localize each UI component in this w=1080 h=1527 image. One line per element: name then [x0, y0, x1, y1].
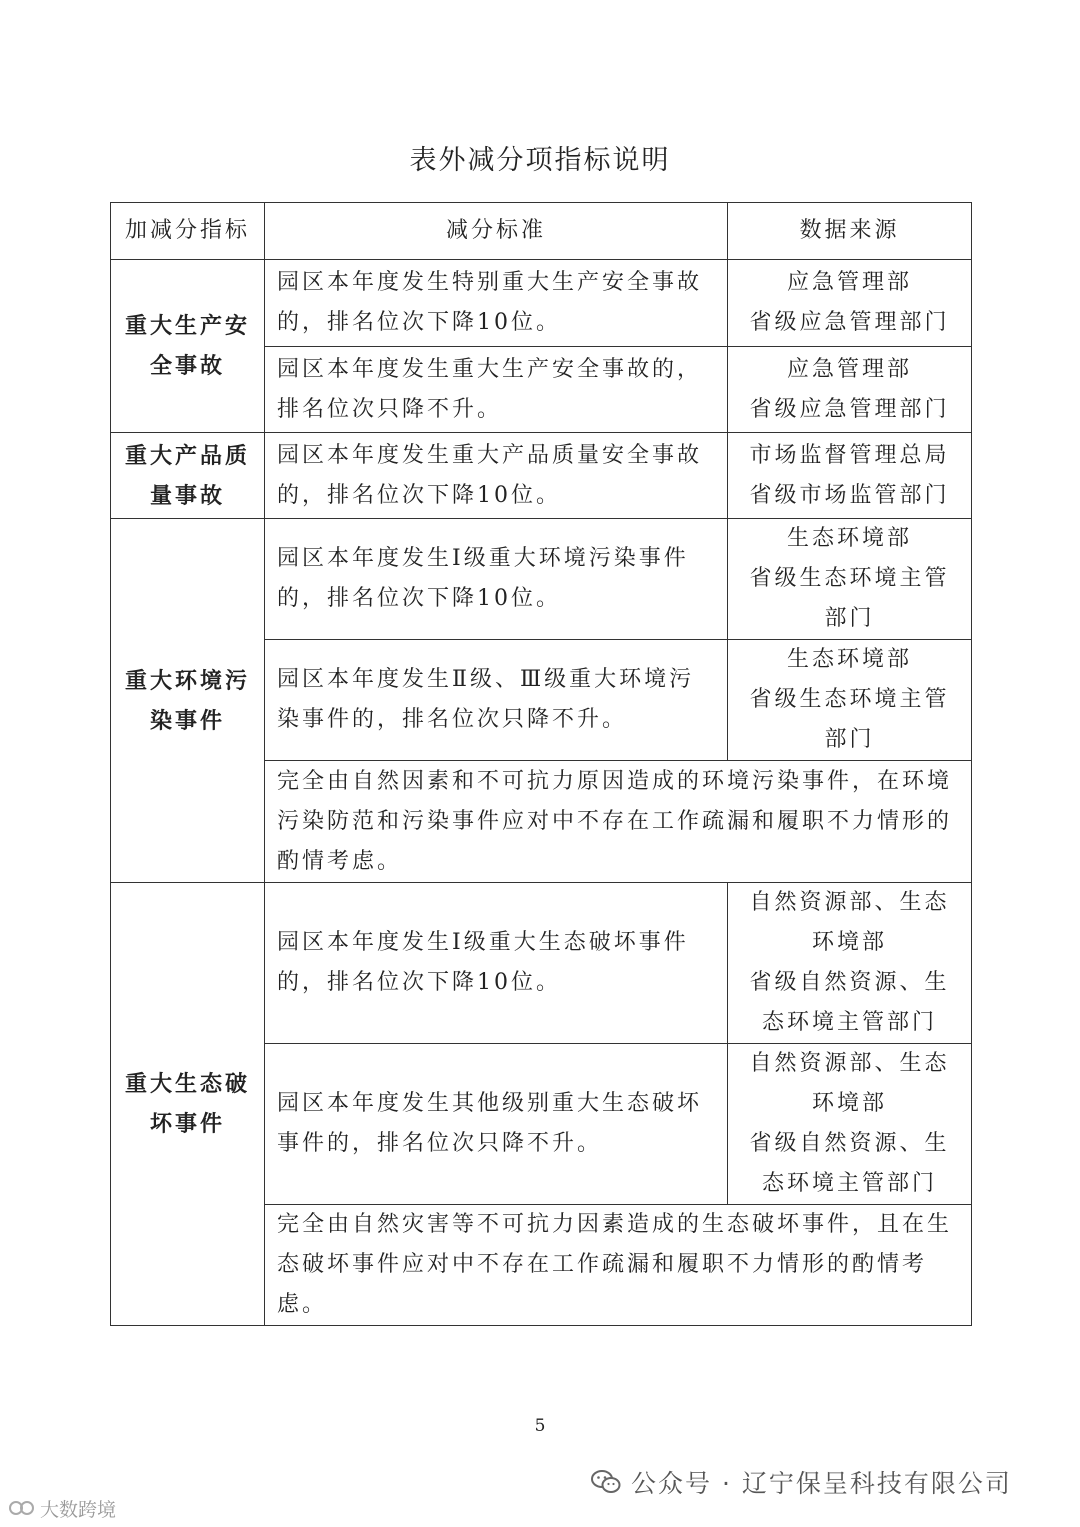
table-row	[111, 519, 972, 640]
criterion-cell: 园区本年度发生Ⅰ级重大环境污染事件的，排名位次下降10位。	[265, 519, 728, 640]
source-cell	[728, 883, 972, 1044]
source-line: 省级自然资源、生态环境主管部门	[749, 1131, 950, 1196]
criterion-cell: 园区本年度发生Ⅱ级、Ⅲ级重大环境污染事件的，排名位次只降不升。	[265, 640, 728, 761]
source-cell	[728, 1044, 972, 1205]
note-cell: 完全由自然灾害等不可抗力因素造成的生态破坏事件，且在生态破坏事件应对中不存在工作疏漏和履职不力情形的酌情考虑。	[265, 1205, 972, 1326]
source-cell	[728, 433, 972, 519]
page-title: 表外减分项指标说明	[409, 145, 671, 176]
category-cell: 重大产品质量事故	[111, 433, 265, 519]
table-row	[111, 883, 972, 1044]
source-cell	[728, 347, 972, 433]
source-line: 省级应急管理部门	[749, 396, 950, 422]
page-number: 5	[534, 1416, 546, 1436]
table-row	[111, 260, 972, 347]
wechat-account-label: 公众号 · 辽宁保呈科技有限公司	[631, 1469, 1012, 1498]
category-cell: 重大环境污染事件	[111, 519, 265, 883]
criterion-cell: 园区本年度发生其他级别重大生态破坏事件的，排名位次只降不升。	[265, 1044, 728, 1205]
source-line: 自然资源部、生态环境部	[749, 890, 950, 955]
source-line: 省级市场监管部门	[749, 482, 950, 508]
corner-watermark	[8, 1494, 116, 1522]
source-line: 省级生态环境主管部门	[749, 566, 950, 631]
category-cell: 重大生产安全事故	[111, 260, 265, 433]
source-line: 市场监督管理总局	[749, 442, 950, 468]
source-line: 省级生态环境主管部门	[749, 687, 950, 752]
criterion-cell: 园区本年度发生重大产品质量安全事故的，排名位次下降10位。	[265, 433, 728, 519]
wechat-icon	[591, 1469, 621, 1495]
wechat-watermark	[591, 1462, 1012, 1502]
source-line: 应急管理部	[786, 270, 912, 295]
header-indicator: 加减分指标	[111, 203, 265, 260]
criterion-cell: 园区本年度发生重大生产安全事故的，排名位次只降不升。	[265, 347, 728, 433]
category-cell: 重大生态破坏事件	[111, 883, 265, 1326]
note-cell: 完全由自然因素和不可抗力原因造成的环境污染事件，在环境污染防范和污染事件应对中不存在工作疏漏和履职不力情形的酌情考虑。	[265, 761, 972, 883]
table-header-row	[111, 203, 972, 260]
source-line: 省级自然资源、生态环境主管部门	[749, 970, 950, 1035]
source-line: 生态环境部	[786, 526, 912, 551]
header-criterion: 减分标准	[265, 203, 728, 260]
source-line: 应急管理部	[786, 356, 912, 382]
source-cell	[728, 519, 972, 640]
criterion-cell: 园区本年度发生Ⅰ级重大生态破坏事件的，排名位次下降10位。	[265, 883, 728, 1044]
brand-logo-icon	[8, 1499, 36, 1517]
header-source: 数据来源	[728, 203, 972, 260]
criterion-cell: 园区本年度发生特别重大生产安全事故的，排名位次下降10位。	[265, 260, 728, 347]
source-line: 自然资源部、生态环境部	[749, 1051, 950, 1116]
table-row	[111, 433, 972, 519]
source-cell	[728, 640, 972, 761]
deduction-table	[110, 202, 972, 1326]
corner-watermark-label: 大数跨境	[40, 1498, 117, 1521]
source-cell	[728, 260, 972, 347]
source-line: 省级应急管理部门	[749, 310, 950, 335]
source-line: 生态环境部	[786, 647, 912, 672]
